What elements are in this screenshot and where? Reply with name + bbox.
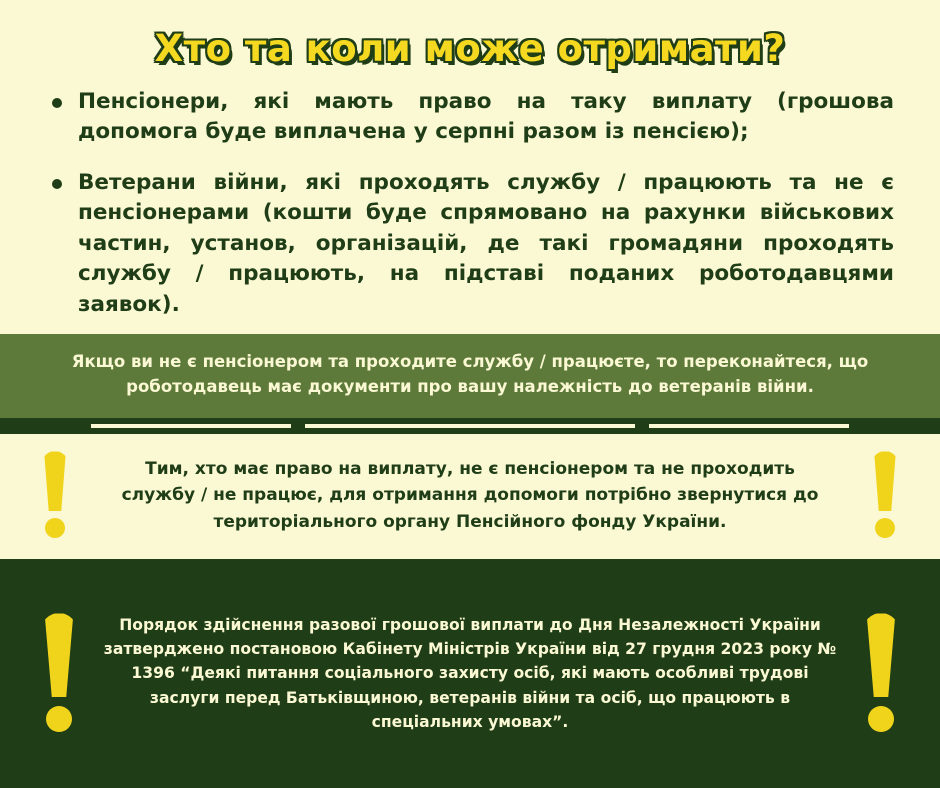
exclamation-mark-icon xyxy=(36,613,82,733)
exclamation-dot xyxy=(46,706,72,732)
exclamation-dot xyxy=(868,706,894,732)
exclamation-dot xyxy=(45,518,65,538)
divider-segment xyxy=(305,424,635,428)
divider-segment xyxy=(649,424,849,428)
footer-legal-text: Порядок здійснення разової грошової виплати до Дня Незалежності України затверджено постановою Кабінету Міністрів України від 27 грудня 2023 року № 1396 “Деякі питання соціального захисту осіб, які мають особливі трудові заслуги перед Батьківщиною, ветеранів війни та осіб, що працюють в спеціальних умовах”. xyxy=(103,616,837,731)
cream-callout-text: Тим, хто має право на виплату, не є пенсіонером та не проходить службу / не працює, для отримання допомоги потрібно звернутися до територіального органу Пенсійного фонду України. xyxy=(121,458,819,532)
bullet-list xyxy=(0,79,940,335)
cream-callout-section xyxy=(0,434,940,559)
bullet-text: Ветерани війни, які проходять службу / працюють та не є пенсіонерами (кошти буде спрямовано на рахунки військових частин, установ, організацій, де такі громадяни проходять службу / працюють, на підставі поданих роботодавцями заявок). xyxy=(78,169,894,317)
exclamation-bar xyxy=(863,613,899,697)
title-section xyxy=(0,0,940,79)
page-title: Хто та коли може отримати? xyxy=(154,27,786,70)
exclamation-mark-icon xyxy=(868,451,902,541)
divider-gap xyxy=(291,424,305,428)
exclamation-mark-icon xyxy=(858,613,904,733)
bullet-text: Пенсіонери, які мають право на таку виплату (грошова допомога буде виплачена у серпні разом із пенсією); xyxy=(78,88,894,145)
footer-legal-section xyxy=(0,559,940,788)
divider-segment xyxy=(91,424,291,428)
exclamation-bar xyxy=(872,451,898,511)
green-note-text: Якщо ви не є пенсіонером та проходите службу / працюєте, то переконайтеся, що роботодавець має документи про вашу належність до ветеранів війни. xyxy=(71,352,869,397)
exclamation-mark-icon xyxy=(38,451,72,541)
exclamation-bar xyxy=(41,613,77,697)
green-note-band xyxy=(0,334,940,418)
list-item xyxy=(46,168,894,321)
exclamation-dot xyxy=(875,518,895,538)
exclamation-bar xyxy=(42,451,68,511)
divider-gap xyxy=(635,424,649,428)
bullet-dot-icon xyxy=(52,179,62,189)
bullet-dot-icon xyxy=(52,98,62,108)
list-item xyxy=(46,87,894,148)
section-divider xyxy=(0,418,940,434)
